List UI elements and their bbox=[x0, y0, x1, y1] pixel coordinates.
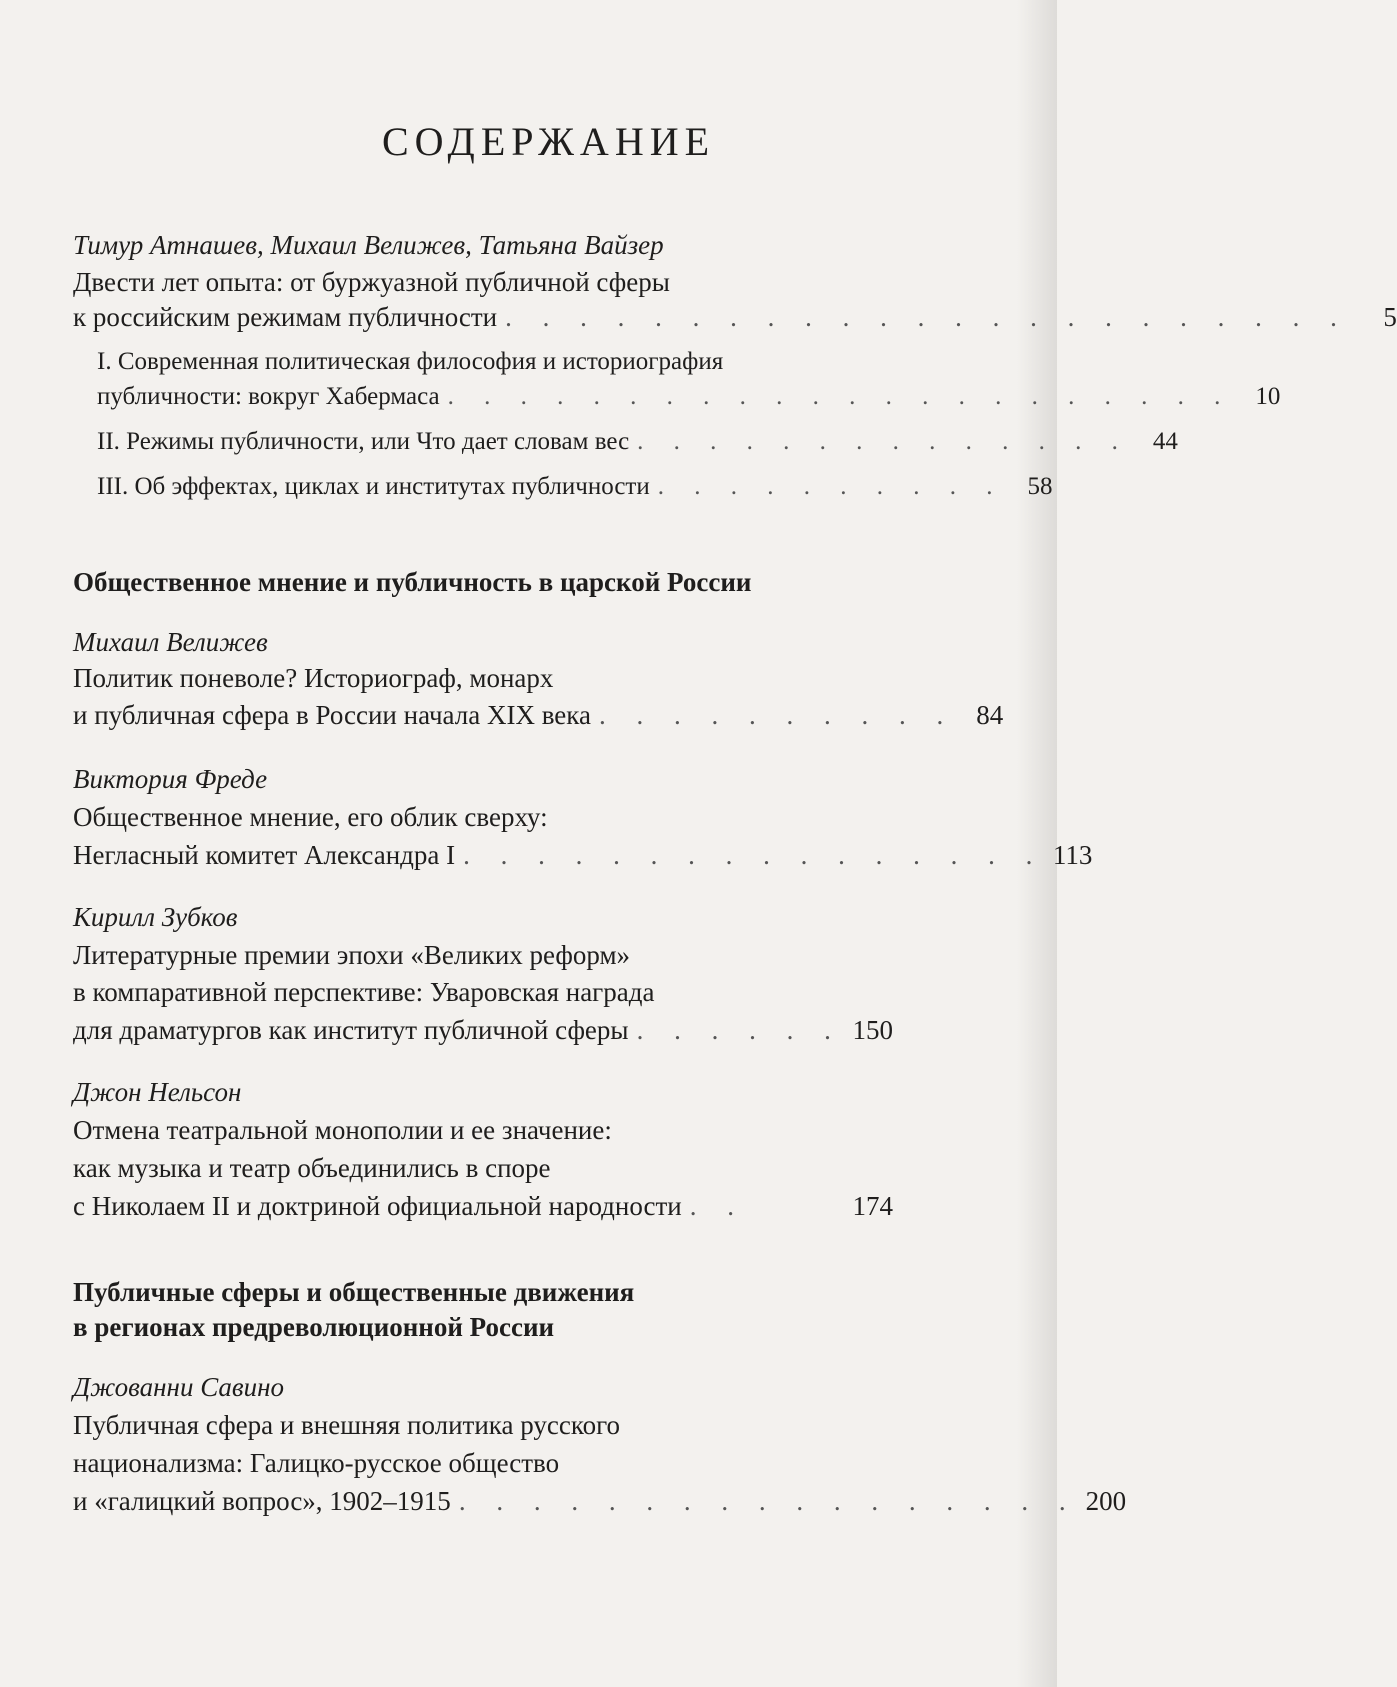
entry-title-line1: Публичная сфера и внешняя политика русского bbox=[73, 1410, 621, 1440]
page-number: 5 bbox=[1383, 302, 1397, 332]
entry-author: Джованни Савино bbox=[73, 1372, 285, 1402]
entry-title-line2: национализма: Галицко-русское общество bbox=[73, 1448, 560, 1478]
part2-row bbox=[97, 425, 1178, 459]
page-number: 174 bbox=[852, 1191, 893, 1221]
intro-title-line1: Двести лет опыта: от буржуазной публичной сферы bbox=[73, 267, 670, 297]
entry-title-line1: Отмена театральной монополии и ее значение: bbox=[73, 1115, 612, 1145]
page-number: 10 bbox=[1255, 383, 1281, 410]
section-title: Общественное мнение и публичность в царской России bbox=[73, 567, 752, 597]
intro-title-row bbox=[73, 300, 1397, 334]
entry-title-line2: в компаративной перспективе: Уваровская награда bbox=[73, 977, 655, 1007]
entry-title-line3: с Николаем II и доктриной официальной народности bbox=[73, 1191, 682, 1221]
part3-row bbox=[97, 470, 1053, 504]
part1-line2: публичности: вокруг Хабермаса bbox=[97, 383, 440, 410]
leader-dots: . . . . . . . . . . bbox=[598, 700, 956, 730]
page-number: 84 bbox=[976, 700, 1004, 730]
intro-title-line2: к российским режимам публичности bbox=[73, 302, 498, 332]
leader-dots: . . bbox=[689, 1191, 747, 1221]
entry-row bbox=[73, 838, 1093, 872]
leader-dots: . . . . . . . . . . . . . . . . bbox=[463, 840, 1045, 870]
leader-dots: . . . . . . . . . . . . . . bbox=[637, 428, 1130, 455]
entry-title-line1: Литературные премии эпохи «Великих реформ» bbox=[73, 940, 631, 970]
leader-dots: . . . . . . bbox=[636, 1015, 843, 1045]
entry-title-line1: Общественное мнение, его облик сверху: bbox=[73, 802, 548, 832]
part1-row bbox=[97, 380, 1281, 414]
entry-row bbox=[73, 698, 1004, 732]
intro-authors: Тимур Атнашев, Михаил Велижев, Татьяна Вайзер bbox=[73, 230, 664, 260]
entry-author: Михаил Велижев bbox=[73, 627, 268, 657]
entry-title-line3: для драматургов как институт публичной сферы bbox=[73, 1015, 629, 1045]
entry-author: Джон Нельсон bbox=[73, 1077, 242, 1107]
section-title-line1: Публичные сферы и общественные движения bbox=[73, 1277, 635, 1307]
entry-row bbox=[73, 1189, 893, 1223]
part1-line1: I. Современная политическая философия и историография bbox=[97, 348, 724, 375]
entry-author: Виктория Фреде bbox=[73, 764, 268, 794]
page-number: 58 bbox=[1027, 473, 1053, 500]
entry-row bbox=[73, 1484, 1127, 1518]
entry-row bbox=[73, 1013, 893, 1047]
entry-title-line2: Негласный комитет Александра I bbox=[73, 840, 456, 870]
section-title-line2: в регионах предреволюционной России bbox=[73, 1312, 555, 1342]
page-number: 150 bbox=[852, 1015, 893, 1045]
page-number: 44 bbox=[1152, 428, 1178, 455]
page-number: 200 bbox=[1085, 1486, 1127, 1516]
page-title: СОДЕРЖАНИЕ bbox=[381, 119, 716, 164]
leader-dots: . . . . . . . . . . . . . . . . . . . . . . bbox=[447, 383, 1233, 410]
leader-dots: . . . . . . . . . . . . . . . . . bbox=[458, 1486, 1078, 1516]
entry-author: Кирилл Зубков bbox=[73, 902, 238, 932]
entry-title-line2: и публичная сфера в России начала XIX века bbox=[73, 700, 591, 730]
part3-line1: III. Об эффектах, циклах и институтах публичности bbox=[97, 473, 650, 500]
page-number: 113 bbox=[1052, 840, 1093, 870]
leader-dots: . . . . . . . . . . bbox=[657, 473, 1005, 500]
entry-title-line3: и «галицкий вопрос», 1902–1915 bbox=[73, 1486, 451, 1516]
entry-title-line1: Политик поневоле? Историограф, монарх bbox=[73, 663, 554, 693]
part2-line1: II. Режимы публичности, или Что дает словам вес bbox=[97, 428, 630, 455]
leader-dots: . . . . . . . . . . . . . . . . . . . . . . . bbox=[505, 302, 1349, 332]
entry-title-line2: как музыка и театр объединились в споре bbox=[73, 1153, 551, 1183]
